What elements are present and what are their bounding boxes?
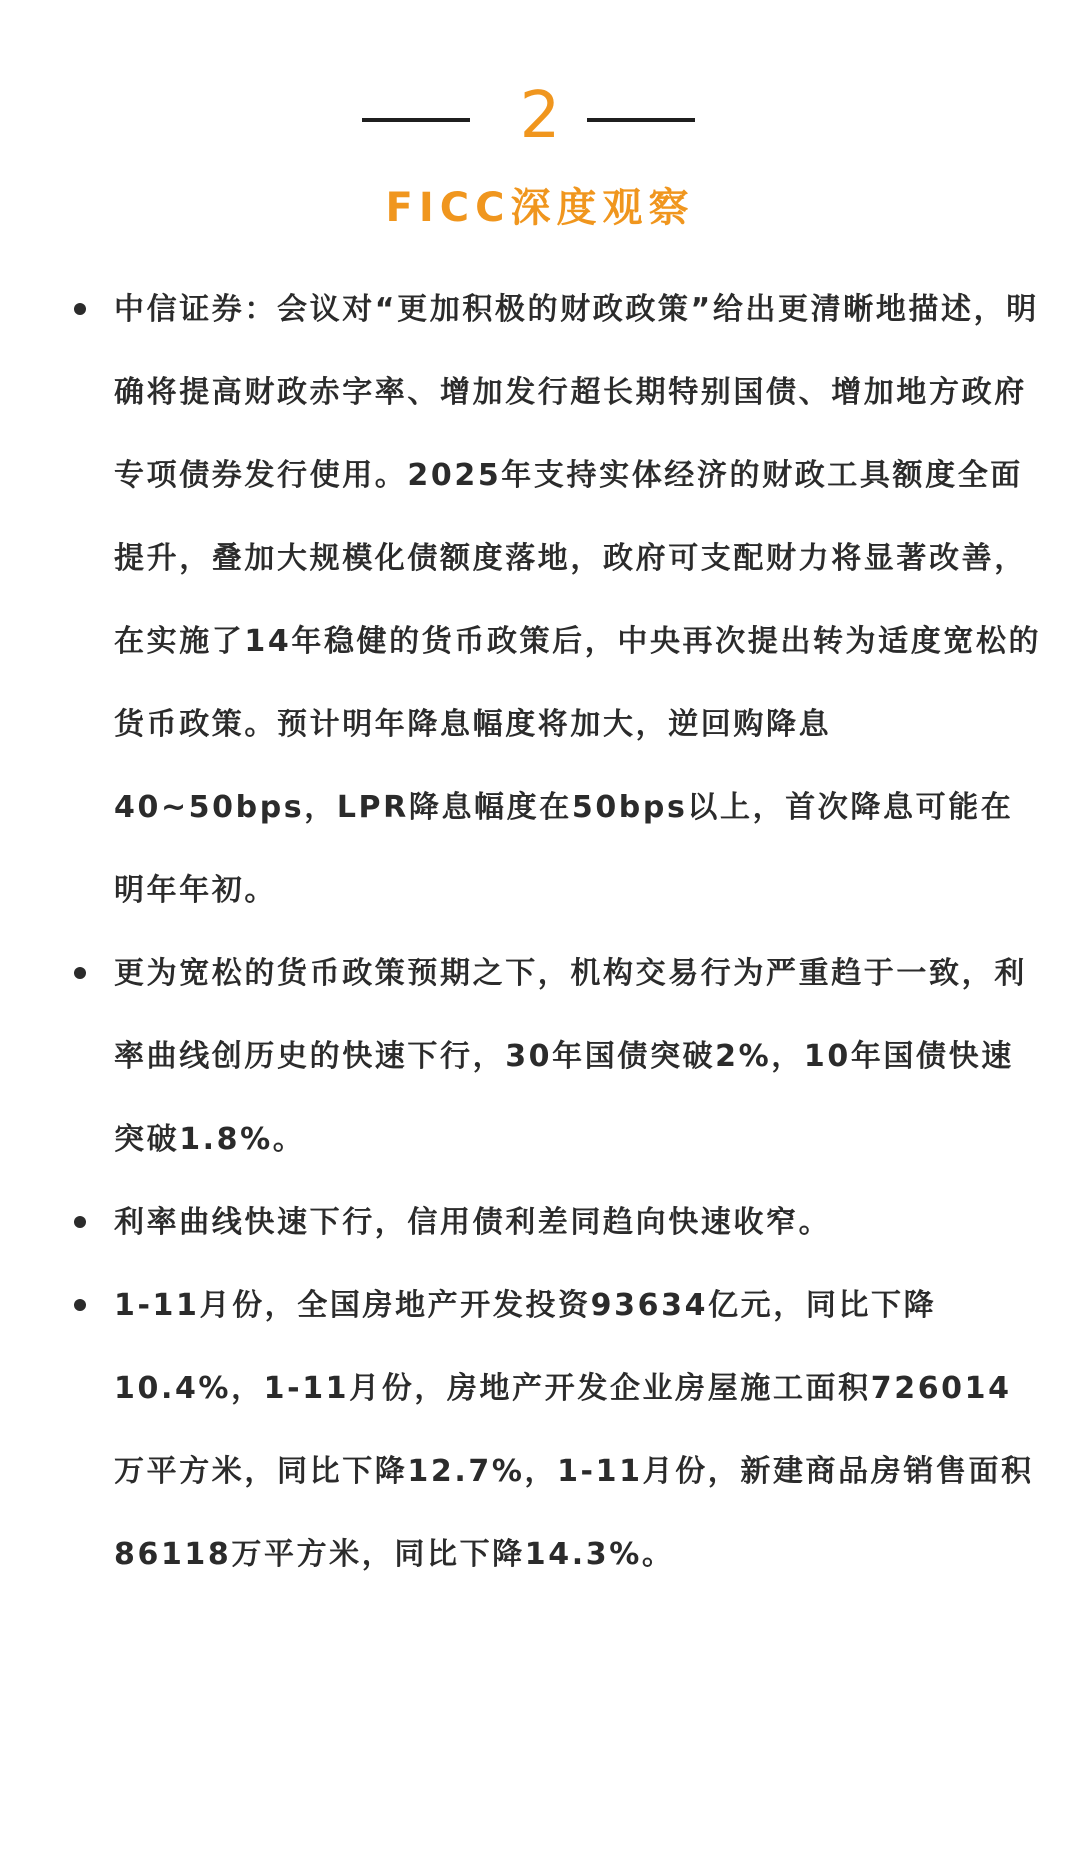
bullet-dot-icon bbox=[74, 967, 86, 979]
section-title: FICC深度观察 bbox=[385, 185, 695, 231]
section-number: 2 bbox=[519, 79, 561, 153]
bullet-text: 中信证券：会议对“更加积极的财政政策”给出更清晰地描述，明确将提高财政赤字率、增加发行超长期特别国债、增加地方政府专项债券发行使用。2025年支持实体经济的财政工具额度全面提升，叠加大规模化债额度落地，政府可支配财力将显著改善，在实施了14年稳健的货币政策后，中央再次提出转为适度宽松的货币政策。预计明年降息幅度将加大，逆回购降息40~50bps，LPR降息幅度在50bps以上，首次降息可能在明年年初。 bbox=[114, 292, 1042, 908]
section-header bbox=[0, 70, 1080, 160]
bullet-text: 利率曲线快速下行，信用债利差同趋向快速收窄。 bbox=[114, 1205, 832, 1240]
bullet-item-credit-spread bbox=[72, 1181, 1042, 1264]
bullet-text: 更为宽松的货币政策预期之下，机构交易行为严重趋于一致，利率曲线创历史的快速下行，30年国债突破2%，10年国债快速突破1.8%。 bbox=[114, 956, 1027, 1157]
bullet-dot-icon bbox=[74, 303, 86, 315]
bullet-item-citic bbox=[72, 268, 1042, 932]
bullet-text: 1-11月份，全国房地产开发投资93634亿元，同比下降10.4%，1-11月份，房地产开发企业房屋施工面积726014万平方米，同比下降12.7%，1-11月份，新建商品房销售面积86118万平方米，同比下降14.3%。 bbox=[114, 1288, 1034, 1572]
header-rule-right bbox=[587, 118, 695, 122]
bullet-item-policy-expectation bbox=[72, 932, 1042, 1181]
bullet-dot-icon bbox=[74, 1299, 86, 1311]
bullet-list bbox=[72, 268, 1042, 1596]
bullet-item-real-estate bbox=[72, 1264, 1042, 1596]
bullet-dot-icon bbox=[74, 1216, 86, 1228]
